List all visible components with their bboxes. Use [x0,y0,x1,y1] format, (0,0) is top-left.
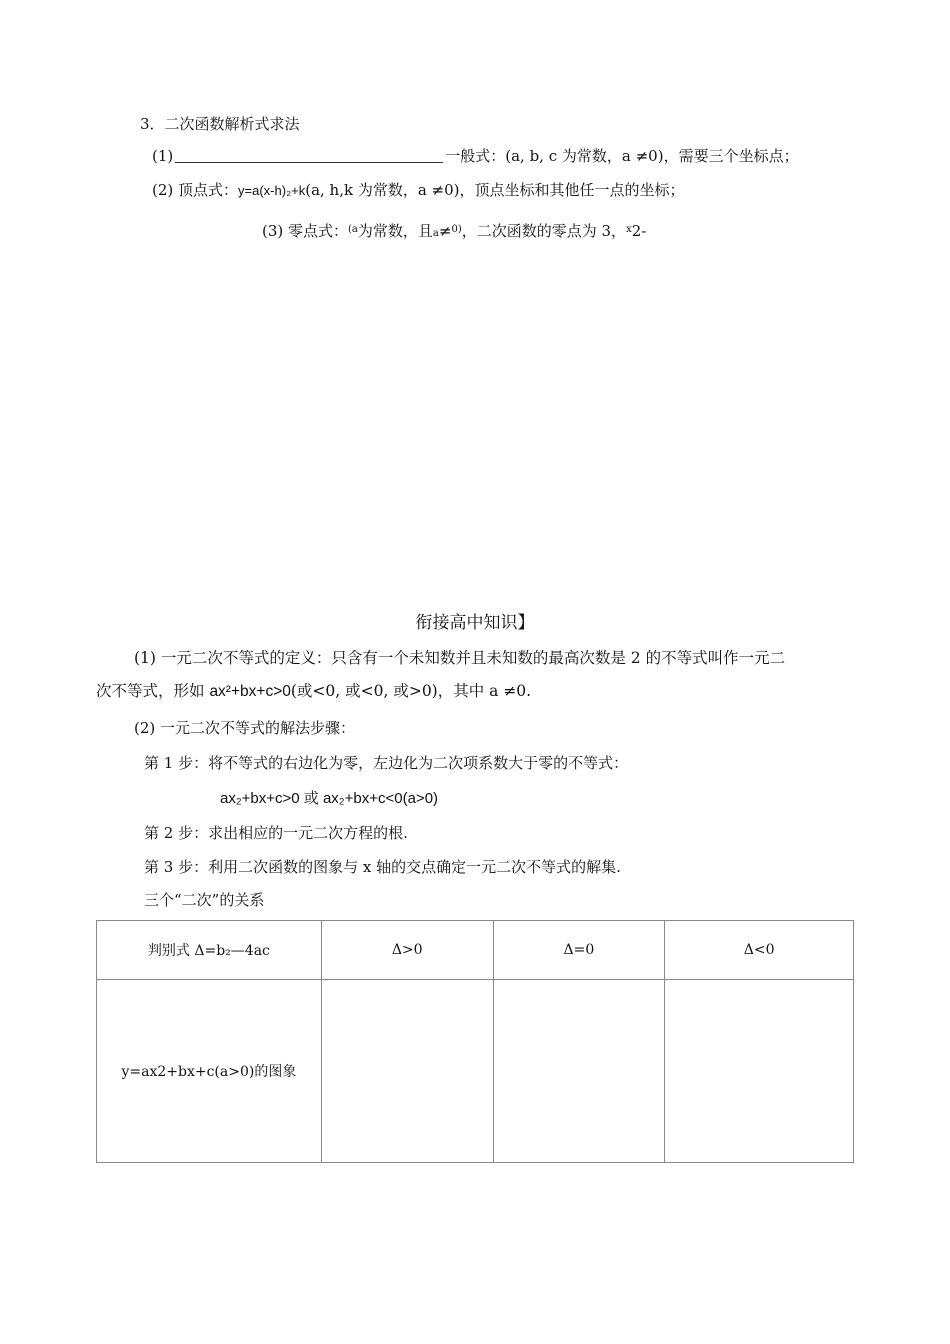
vertex-form-line [152,180,685,201]
bridge-title: 衔接高中知识】 [415,613,535,633]
step-1: 第 1 步：将不等式的右边化为零，左边化为二次项系数大于零的不等式： [144,754,629,772]
zero-text-1: 为常数，且 [357,222,433,240]
general-form-prefix: (1) [152,147,174,165]
row-label-graph: y=ax2+bx+c(a>0)的图象 [97,980,322,1163]
zero-form-prefix: (3) 零点式： [262,222,349,240]
def-line-2-a: 次不等式，形如 [96,682,210,700]
zero-form-line [262,220,646,244]
cell-graph-zero [493,980,665,1163]
sec3-heading: 3．二次函数解析式求法 [140,115,300,133]
def-line-2 [96,681,531,702]
steps-heading: (2) 一元二次不等式的解法步骤： [134,719,356,737]
general-form-line [152,146,799,166]
vertex-form-text: (a, h,k 为常数，a ≠0)，顶点坐标和其他任一点的坐标； [305,181,685,199]
table-row [97,980,854,1163]
zero-small-1: (a [348,224,358,235]
zero-tail: 2- [631,222,647,240]
header-negative: Δ<0 [665,921,854,980]
vertex-form-prefix: (2) 顶点式： [152,181,239,199]
fill-blank[interactable] [175,148,443,163]
def-line-1: (1) 一元二次不等式的定义：只含有一个未知数并且未知数的最高次数是 2 的不等式叫作一元二 [134,649,786,667]
relation-table [96,920,854,1163]
step-1-formula: ax₂+bx+c>0 或 ax₂+bx+c<0(a>0) [220,790,439,807]
cell-graph-negative [665,980,854,1163]
general-form-text: 一般式：(a, b, c 为常数，a ≠0)，需要三个坐标点； [445,147,799,165]
header-positive: Δ>0 [321,921,493,980]
zero-small-2: a [432,228,439,239]
zero-text-2: ，二次函数的零点为 3， [461,222,627,240]
step-3: 第 3 步：利用二次函数的图象与 x 轴的交点确定一元二次不等式的解集. [144,858,621,876]
header-discriminant: 判别式 Δ=b₂—4ac [97,921,322,980]
header-zero: Δ=0 [493,921,665,980]
cell-graph-positive [321,980,493,1163]
zero-small-4: x [626,224,632,235]
zero-neq: ≠ [438,222,452,240]
relation-heading: 三个“二次”的关系 [144,891,265,909]
def-line-2-c: (或<0, 或<0, 或>0)，其中 a ≠0. [290,682,532,700]
table-header-row [97,921,854,980]
vertex-formula: y=a(x-h)₂+k [238,183,306,198]
def-formula: ax²+bx+c>0 [209,683,291,700]
zero-small-3: 0) [451,224,462,235]
step-2: 第 2 步：求出相应的一元二次方程的根. [144,824,408,842]
